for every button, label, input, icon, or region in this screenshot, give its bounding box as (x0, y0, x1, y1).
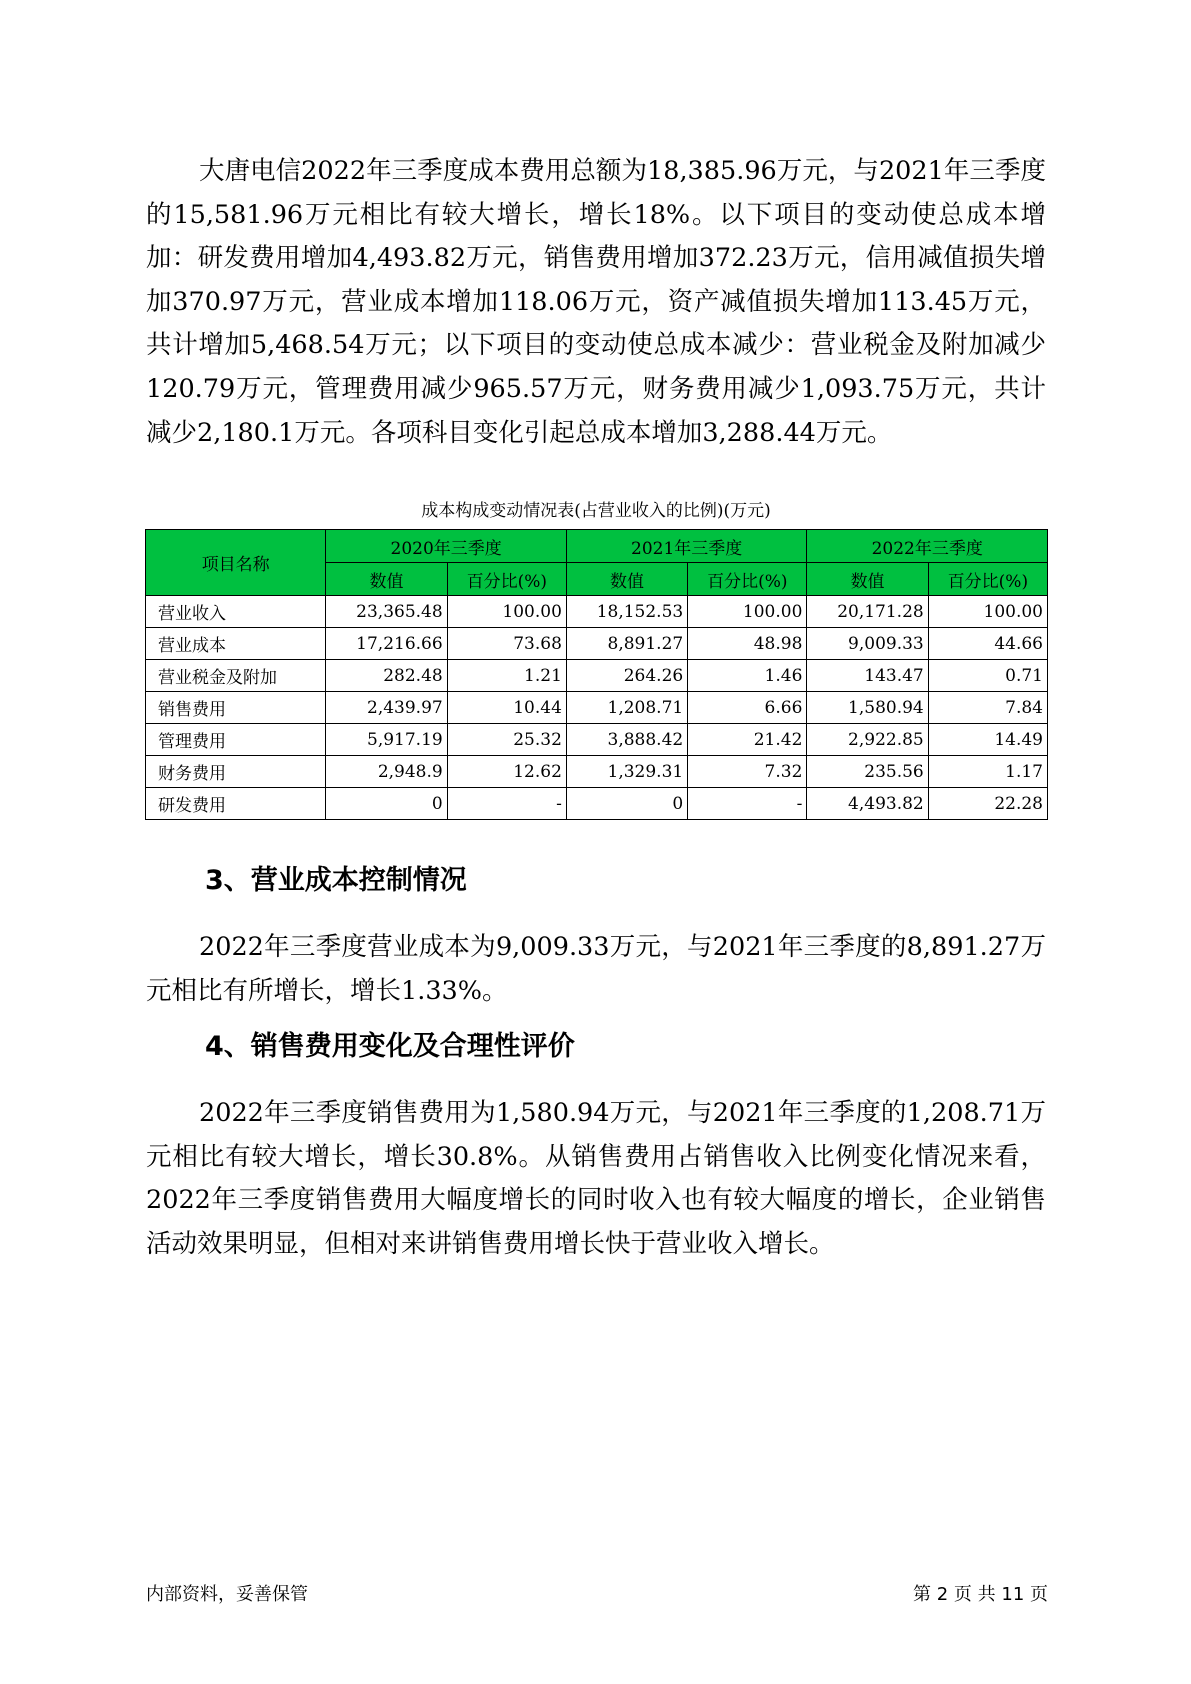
header-period-2021: 2021年三季度 (566, 530, 807, 563)
cell-value: 4,493.82 (807, 788, 928, 820)
cost-summary-paragraph (146, 150, 1046, 455)
cell-value: 2,439.97 (326, 692, 447, 724)
cell-percent: 21.42 (688, 724, 807, 756)
subheader-percent: 百分比(%) (447, 563, 566, 596)
cost-summary-text: 大唐电信2022年三季度成本费用总额为18,385.96万元，与2021年三季度的15,581.96万元相比有较大增长，增长18%。以下项目的变动使总成本增加：研发费用增加4,493.82万元，销售费用增加372.23万元，信用减值损失增加370.97万元，营业成本增加118.06万元，资产减值损失增加113.45万元，共计增加5,468.54万元；以下项目的变动使总成本减少：营业税金及附加减少120.79万元，管理费用减少965.57万元，财务费用减少1,093.75万元，共计减少2,180.1万元。各项科目变化引起总成本增加3,288.44万元。 (146, 156, 1046, 448)
header-item-name: 项目名称 (146, 530, 326, 596)
cell-value: 264.26 (566, 660, 687, 692)
cell-percent: 48.98 (688, 628, 807, 660)
cell-percent: 73.68 (447, 628, 566, 660)
cell-value: 2,922.85 (807, 724, 928, 756)
section-heading-sales-expense: 4、销售费用变化及合理性评价 (205, 1031, 575, 1062)
cell-percent: 100.00 (688, 596, 807, 628)
cell-percent: 100.00 (928, 596, 1047, 628)
table-row (146, 692, 1048, 724)
cell-value: 23,365.48 (326, 596, 447, 628)
cell-percent: 0.71 (928, 660, 1047, 692)
cell-value: 0 (566, 788, 687, 820)
cell-value: 1,580.94 (807, 692, 928, 724)
table-row (146, 756, 1048, 788)
subheader-value: 数值 (326, 563, 447, 596)
cell-value: 8,891.27 (566, 628, 687, 660)
operating-cost-text: 2022年三季度营业成本为9,009.33万元，与2021年三季度的8,891.27万元相比有所增长，增长1.33%。 (146, 932, 1046, 1006)
cell-percent: 1.21 (447, 660, 566, 692)
cell-value: 0 (326, 788, 447, 820)
cell-percent: 22.28 (928, 788, 1047, 820)
subheader-percent: 百分比(%) (928, 563, 1047, 596)
cell-percent: 6.66 (688, 692, 807, 724)
cell-value: 1,208.71 (566, 692, 687, 724)
cell-percent: 7.84 (928, 692, 1047, 724)
row-name: 营业收入 (146, 596, 326, 628)
table-row (146, 788, 1048, 820)
row-name: 财务费用 (146, 756, 326, 788)
cell-percent: - (447, 788, 566, 820)
table-row (146, 596, 1048, 628)
cell-value: 235.56 (807, 756, 928, 788)
row-name: 营业税金及附加 (146, 660, 326, 692)
table-header-row (146, 530, 1048, 563)
cell-value: 5,917.19 (326, 724, 447, 756)
sales-expense-paragraph (146, 1092, 1046, 1266)
row-name: 销售费用 (146, 692, 326, 724)
footer-confidential-note: 内部资料，妥善保管 (146, 1584, 308, 1605)
cell-percent: 44.66 (928, 628, 1047, 660)
cell-value: 3,888.42 (566, 724, 687, 756)
cell-percent: 10.44 (447, 692, 566, 724)
subheader-value: 数值 (807, 563, 928, 596)
cell-value: 2,948.9 (326, 756, 447, 788)
header-period-2022: 2022年三季度 (807, 530, 1048, 563)
cell-value: 143.47 (807, 660, 928, 692)
sales-expense-text: 2022年三季度销售费用为1,580.94万元，与2021年三季度的1,208.71万元相比有较大增长，增长30.8%。从销售费用占销售收入比例变化情况来看，2022年三季度销售费用大幅度增长的同时收入也有较大幅度的增长，企业销售活动效果明显，但相对来讲销售费用增长快于营业收入增长。 (146, 1098, 1046, 1259)
cell-percent: - (688, 788, 807, 820)
section-heading-operating-cost: 3、营业成本控制情况 (205, 865, 467, 896)
table-caption: 成本构成变动情况表(占营业收入的比例)(万元) (421, 501, 771, 521)
row-name: 管理费用 (146, 724, 326, 756)
subheader-percent: 百分比(%) (688, 563, 807, 596)
cell-percent: 1.17 (928, 756, 1047, 788)
cost-structure-table (145, 529, 1048, 820)
cell-percent: 12.62 (447, 756, 566, 788)
operating-cost-paragraph (146, 926, 1046, 1013)
footer-page-number: 第 2 页 共 11 页 (913, 1584, 1048, 1605)
cell-value: 282.48 (326, 660, 447, 692)
cell-value: 9,009.33 (807, 628, 928, 660)
cell-percent: 100.00 (447, 596, 566, 628)
cell-value: 1,329.31 (566, 756, 687, 788)
table-row (146, 628, 1048, 660)
cell-percent: 14.49 (928, 724, 1047, 756)
table-row (146, 660, 1048, 692)
header-period-2020: 2020年三季度 (326, 530, 567, 563)
subheader-value: 数值 (566, 563, 687, 596)
row-name: 营业成本 (146, 628, 326, 660)
row-name: 研发费用 (146, 788, 326, 820)
cell-percent: 25.32 (447, 724, 566, 756)
cell-percent: 7.32 (688, 756, 807, 788)
cell-percent: 1.46 (688, 660, 807, 692)
cell-value: 17,216.66 (326, 628, 447, 660)
cell-value: 18,152.53 (566, 596, 687, 628)
cell-value: 20,171.28 (807, 596, 928, 628)
table-row (146, 724, 1048, 756)
